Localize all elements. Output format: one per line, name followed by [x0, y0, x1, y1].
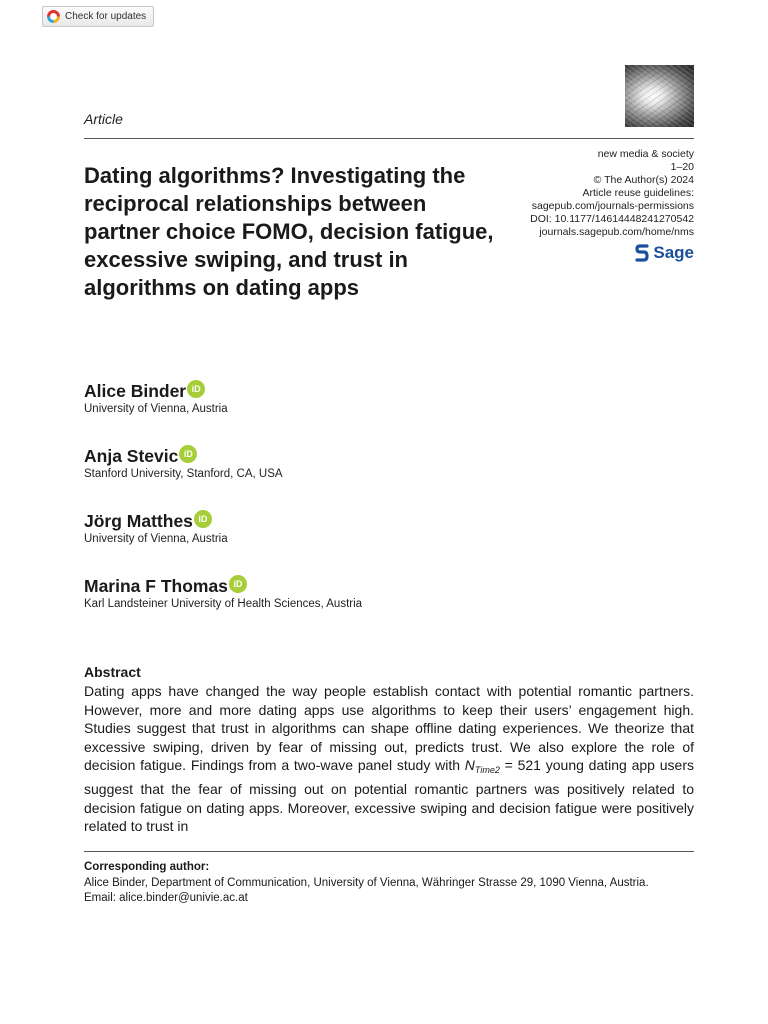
check-for-updates-button[interactable] [42, 6, 154, 27]
journal-homepage-link[interactable]: journals.sagepub.com/home/nms [539, 226, 694, 238]
abstract-text-part: young dating app users suggest that the fear of missing out on potential romantic partners was positively related to decision fatigue on dating apps. Moreover, excessive swiping and decision fatigue were positively related to trust in [84, 757, 694, 835]
sage-logo-text: Sage [653, 243, 694, 262]
corresponding-author-heading: Corresponding author: [84, 861, 210, 873]
orcid-icon[interactable]: iD [179, 445, 197, 463]
journal-metadata [530, 148, 694, 239]
page-range: 1–20 [670, 161, 694, 173]
sage-logo [635, 243, 694, 263]
doi[interactable]: DOI: 10.1177/14614448241270542 [530, 213, 694, 225]
author-block [84, 511, 228, 545]
orcid-icon[interactable]: iD [194, 510, 212, 528]
crossmark-icon [47, 10, 60, 23]
abstract-heading: Abstract [84, 664, 141, 680]
author-block [84, 381, 228, 415]
permissions-link[interactable]: sagepub.com/journals-permissions [531, 200, 694, 212]
sample-size-subscript: Time2 [474, 765, 500, 776]
header-divider [84, 138, 694, 139]
corresponding-author-email[interactable]: Email: alice.binder@univie.ac.at [84, 892, 248, 904]
copyright: © The Author(s) 2024 [593, 174, 694, 186]
article-title: Dating algorithms? Investigating the reciprocal relationships between partner choice FOMO, decision fatigue, excessive swiping, and trust in algorithms on dating apps [84, 163, 494, 300]
sample-size-value: = 521 [499, 757, 541, 774]
author-name: Anja Stevic [84, 446, 179, 466]
author-block [84, 446, 283, 480]
author-affiliation: University of Vienna, Austria [84, 533, 228, 545]
check-for-updates-label: Check for updates [65, 11, 147, 22]
author-affiliation: Stanford University, Stanford, CA, USA [84, 468, 283, 480]
orcid-icon[interactable]: iD [229, 575, 247, 593]
corresponding-author-address: Alice Binder, Department of Communication, University of Vienna, Währinger Strasse 29, 1090 Vienna, Austria. [84, 876, 649, 889]
author-block [84, 576, 362, 610]
reuse-guidelines: Article reuse guidelines: [582, 187, 694, 199]
journal-cover-thumbnail [625, 65, 694, 127]
journal-name: new media & society [597, 148, 694, 160]
article-type: Article [84, 111, 123, 127]
sample-size-symbol: N [464, 757, 475, 774]
orcid-icon[interactable]: iD [187, 380, 205, 398]
author-affiliation: University of Vienna, Austria [84, 403, 228, 415]
author-name: Alice Binder [84, 381, 187, 401]
footnote-divider [84, 851, 694, 852]
corresponding-author [84, 860, 684, 907]
abstract-body [84, 682, 694, 836]
author-affiliation: Karl Landsteiner University of Health Sciences, Austria [84, 598, 363, 610]
author-name: Marina F Thomas [84, 576, 228, 596]
author-name: Jörg Matthes [84, 511, 193, 531]
abstract-text-part: Dating apps have changed the way people establish contact with potential romantic partners. However, more and more dating apps use algorithms to keep their users’ engagement high. Studies suggest that trust in algorithms can shape offline dating experiences. We theorize that excessive swiping, driven by fear of missing out, predicts trust. We also explore the role of decision fatigue. Findings from a two-wave panel study with [84, 683, 694, 774]
sage-s-icon [635, 244, 649, 262]
